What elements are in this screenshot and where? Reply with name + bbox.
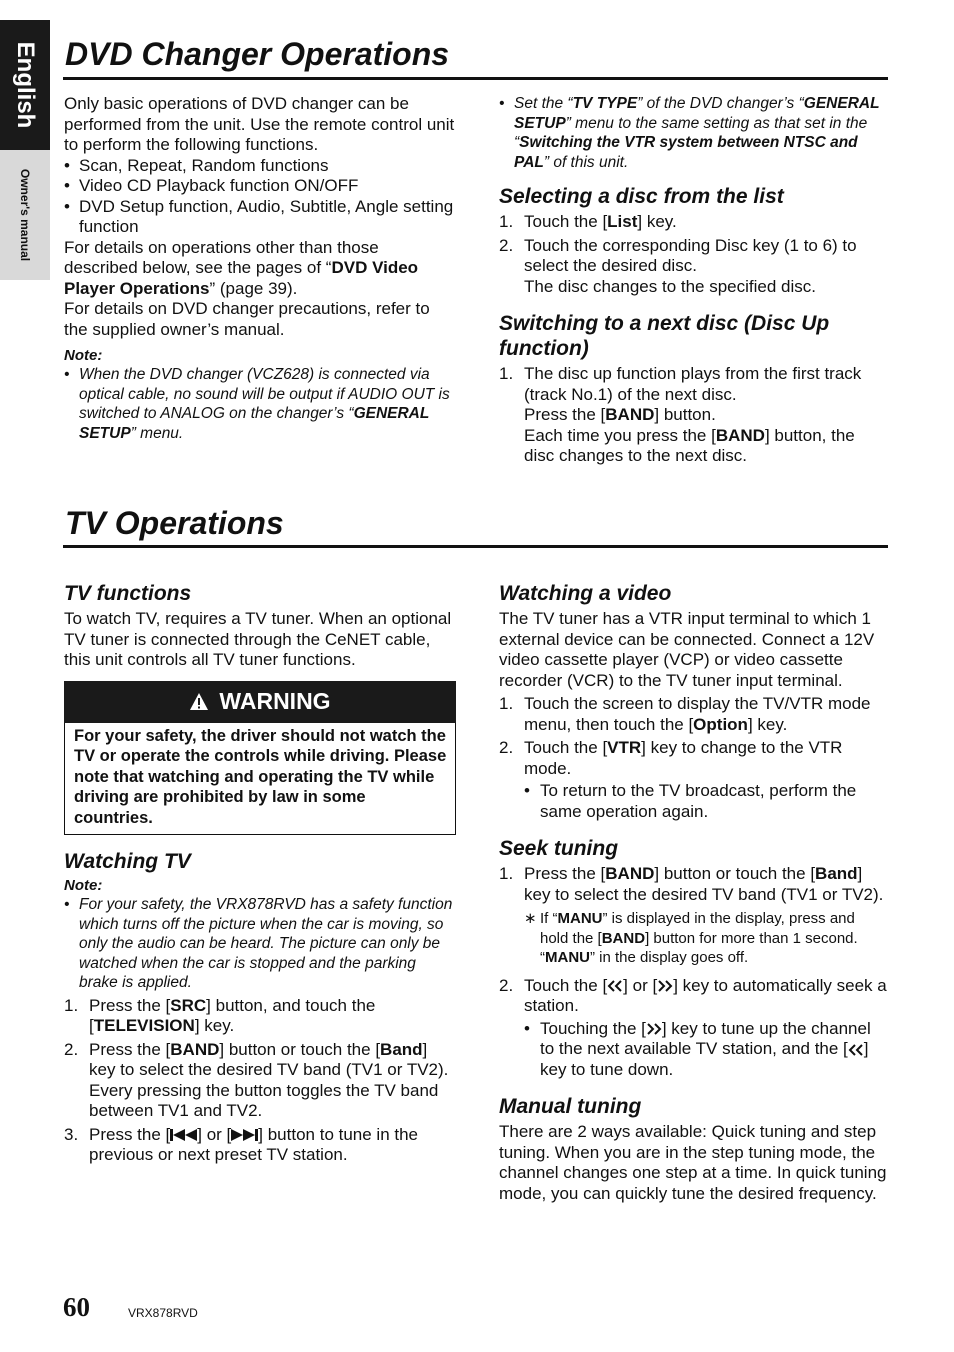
skip-back-icon [170,1129,197,1141]
page-number: 60 [63,1292,90,1322]
tv-functions-heading: TV functions [64,582,192,605]
tv-type-note: • Set the “TV TYPE” of the DVD changer’s “GENERAL SETUP” menu to the same setting as that set in the “Switching the VTR system between NTSC and PAL” of this unit. [499,95,880,171]
warning-text: For your safety, the driver should not watch the TV or operate the controls while driving. Please note that watching and operating the TV while driving are prohibited by law in some countries. [64,723,456,836]
list-item: • Scan, Repeat, Random functions [64,155,329,175]
title-rule [63,77,888,80]
dvd-details: For details on operations other than those described below, see the pages of “DVD Video Player Operations” (page 39). [64,237,419,298]
step: 2. Press the [BAND] button or touch the [Band] key to select the desired TV band (TV1 or TV2). Every pressing the button toggles the TV band between TV1 and TV2. [64,1039,449,1120]
dvd-section-title: DVD Changer Operations [65,36,450,72]
tv-note: • For your safety, the VRX878RVD has a safety function which turns off the picture when the car is moving, so only the audio can be heard. The picture can only be watched when the car is stopped and the parking brake is applied. [64,896,453,991]
dvd-note: • When the DVD changer (VCZ628) is connected via optical cable, no sound will be output if AUDIO OUT is switched to ANALOG on the changer’s “GENERAL SETUP” menu. [64,366,450,442]
step: 2. Touch the [VTR] key to change to the VTR mode. • To return to the TV broadcast, perform the same operation again. [499,738,887,822]
step: 1. Touch the screen to display the TV/VTR mode menu, then touch the [Option] key. [499,694,871,734]
sub-step: ∗ If “MANU” is displayed in the display, press and hold the [BAND] button for more than 1 second. “MANU” in the display goes off. [524,910,858,966]
warning-label: WARNING [219,688,331,715]
sub-step: • Touching the [ ] key to tune up the channel to the next available TV station, and the [ ] key to tune down. [524,1018,871,1079]
disc-up-heading: Switching to a next disc (Disc Up function) [499,312,830,360]
tv-section-title: TV Operations [65,505,284,541]
list-item: • DVD Setup function, Audio, Subtitle, Angle setting function [64,196,454,236]
step: 2. Touch the [ ] or [ ] key to automatically seek a station. • Touching the [ ] key to tune up the channel to the next available TV station, and the [ ] key to tune down. [499,975,887,1079]
dvd-precautions: For details on DVD changer precautions, refer to the supplied owner’s manual. [64,299,430,339]
manual-tuning-heading: Manual tuning [499,1095,642,1118]
seek-down-icon [607,980,623,992]
seek-tuning-heading: Seek tuning [499,837,619,860]
step: 1. The disc up function plays from the first track (track No.1) of the next disc. Press the [BAND] button. Each time you press the [BAND] button, the disc changes to the next disc. [499,364,862,465]
warning-header [64,681,456,723]
dvd-right-column [499,94,887,467]
model-number: VRX878RVD [128,1306,198,1320]
step: 3. Press the [ ] or [ ] button to tune in the previous or next preset TV station. [64,1124,419,1164]
warning-box [64,681,456,836]
seek-up-icon [646,1023,662,1035]
step: 1. Press the [SRC] button, and touch the [TELEVISION] key. [64,995,376,1035]
tv-left-column [64,581,456,1166]
note-label: Note: [64,877,103,894]
step: 2. Touch the corresponding Disc key (1 to 6) to select the desired disc. The disc changes to the specified disc. [499,235,857,296]
language-tab: English [0,20,50,150]
watching-video-heading: Watching a video [499,582,672,605]
seek-up-icon [657,980,673,992]
seek-down-icon [848,1044,864,1056]
skip-forward-icon [231,1129,258,1141]
title-rule [63,545,888,548]
select-disc-heading: Selecting a disc from the list [499,185,784,208]
note-label: Note: [64,347,103,364]
tv-functions-text: To watch TV, requires a TV tuner. When an optional TV tuner is connected through the CeNET cable, this unit controls all TV tuner functions. [64,609,452,669]
step: 1. Press the [BAND] button or touch the [Band] key to select the desired TV band (TV1 or TV2). ∗ If “MANU” is displayed in the display, press and hold the [BAND] button for more than 1 second. “MANU” in the display goes off. [499,864,887,968]
video-text: The TV tuner has a VTR input terminal to which 1 external device can be connected. Connect a 12V video cassette player (VCP) or video cassette recorder (VCR) to the TV tuner input terminal. [499,609,875,690]
warning-icon [189,692,209,711]
step: 1. Touch the [List] key. [499,212,677,231]
sub-step: • To return to the TV broadcast, perform the same operation again. [524,781,857,821]
dvd-left-column [64,94,456,443]
dvd-intro: Only basic operations of DVD changer can be performed from the unit. Use the remote control unit to perform the following functions. [64,94,455,154]
watching-tv-heading: Watching TV [64,850,191,873]
manual-tab: Owner's manual [18,168,32,262]
tv-right-column [499,581,887,1204]
manual-tuning-text: There are 2 ways available: Quick tuning and step tuning. When you are in the step tuning mode, the channel changes one step at a time. In quick tuning mode, you can quickly tune the desired frequency. [499,1122,887,1203]
list-item: • Video CD Playback function ON/OFF [64,176,359,195]
